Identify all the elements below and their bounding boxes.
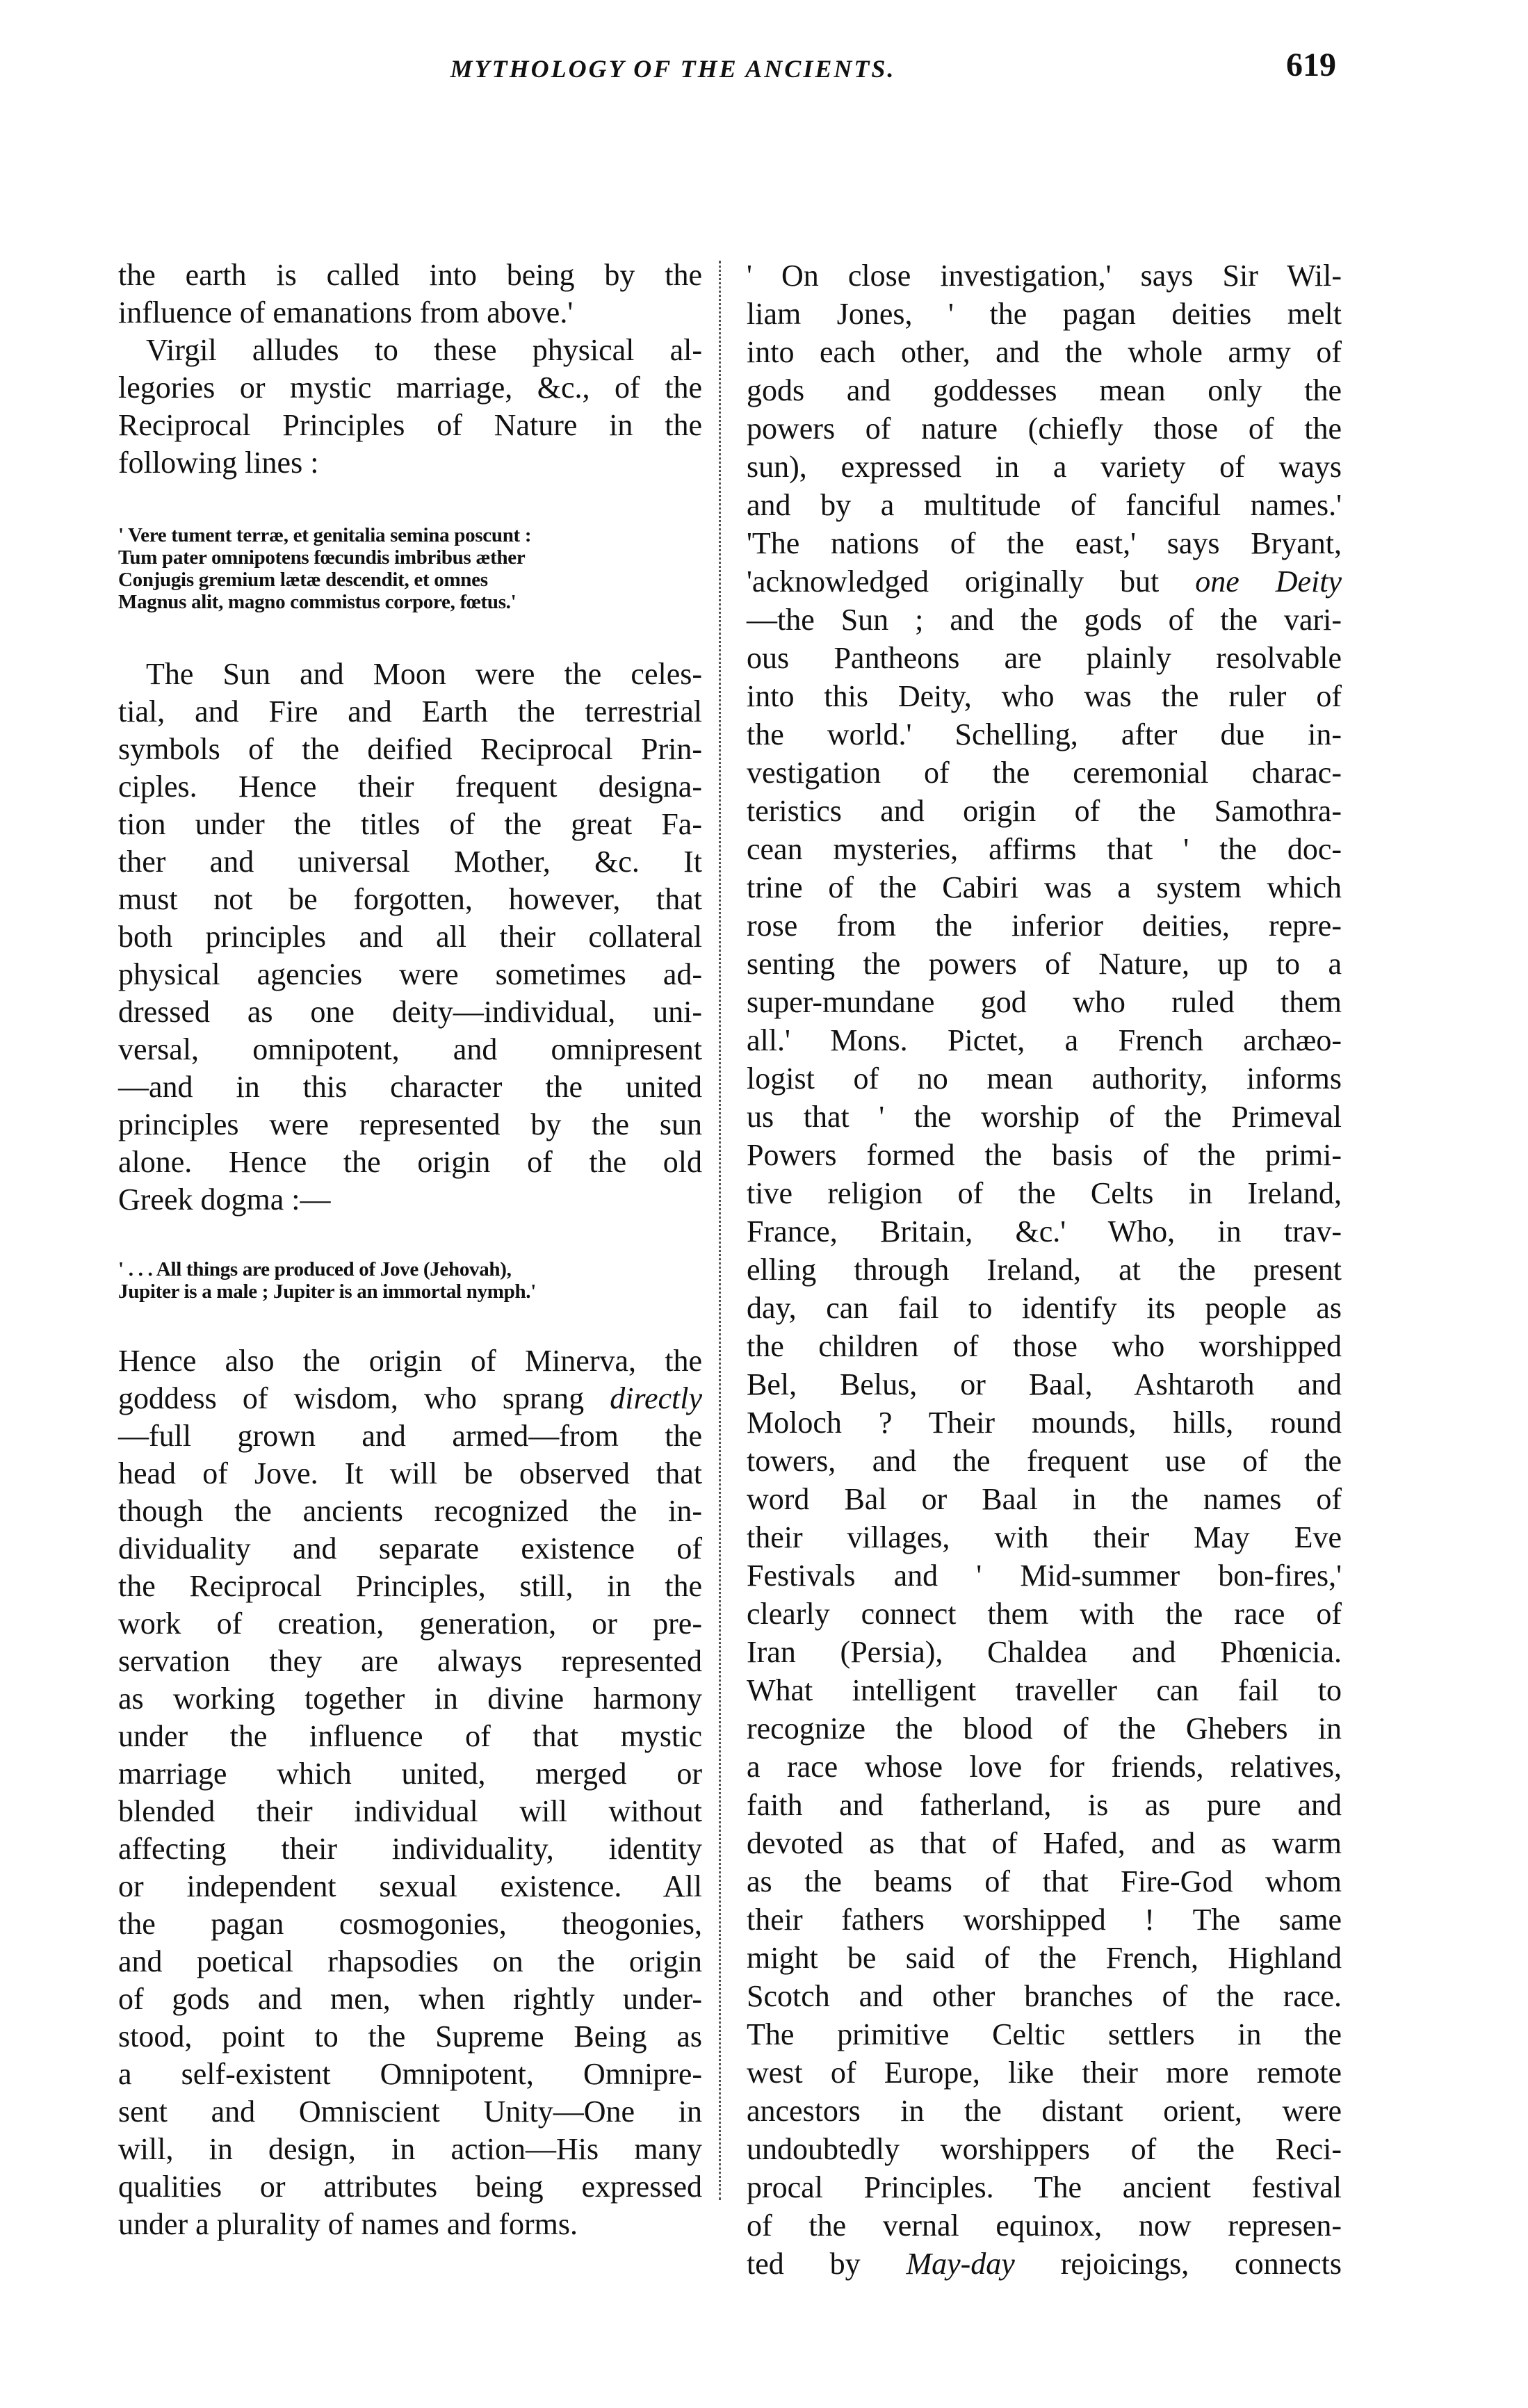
italic-emphasis: directly (610, 1381, 702, 1415)
right-column-text (747, 257, 1342, 2283)
left-paragraph-b (118, 656, 702, 1219)
text-line: Bel, Belus, or Baal, Ashtaroth and (747, 1367, 1342, 1401)
text-line: The Sun and Moon were the celes- (146, 657, 702, 691)
text-line: a self-existent Omnipotent, Omnipre- (118, 2057, 702, 2091)
text-line: alone. Hence the origin of the old (118, 1145, 702, 1179)
text-line: servation they are always represented (118, 1644, 702, 1678)
text-line: as the beams of that Fire-God whom (747, 1864, 1342, 1898)
text-line: sent and Omniscient Unity—One in (118, 2094, 702, 2129)
greek-dogma-quote (118, 1258, 702, 1303)
text-line: tial, and Fire and Earth the terrestrial (118, 694, 702, 729)
text-line: dividuality and separate existence of (118, 1531, 702, 1565)
running-title: MYTHOLOGY OF THE ANCIENTS. (450, 55, 896, 83)
text-line: under the influence of that mystic (118, 1719, 702, 1753)
text-line: sun), expressed in a variety of ways (747, 450, 1342, 484)
page-number: 619 (1286, 47, 1336, 83)
text-line: vestigation of the ceremonial charac- (747, 756, 1342, 790)
text-line: ted by May-day rejoicings, connects (747, 2247, 1342, 2281)
text-line: both principles and all their collateral (118, 920, 702, 954)
text-line: Conjugis gremium lætæ descendit, et omnes (118, 569, 488, 591)
text-line: day, can fail to identify its people as (747, 1291, 1342, 1325)
text-line: elling through Ireland, at the present (747, 1253, 1342, 1287)
text-line: and by a multitude of fanciful names.' (747, 488, 1342, 522)
text-line: west of Europe, like their more remote (747, 2056, 1342, 2090)
text-line: the children of those who worshipped (747, 1329, 1342, 1363)
text-line: cean mysteries, affirms that ' the doc- (747, 832, 1342, 866)
text-line: will, in design, in action—His many (118, 2132, 702, 2166)
text-line: France, Britain, &c.' Who, in trav- (747, 1214, 1342, 1248)
text-line: legories or mystic marriage, &c., of the (118, 371, 702, 405)
text-line: Iran (Persia), Chaldea and Phœnicia. (747, 1635, 1342, 1669)
text-line: the pagan cosmogonies, theogonies, (118, 1907, 702, 1941)
italic-emphasis: May-day (906, 2247, 1015, 2281)
text-line: What intelligent traveller can fail to (747, 1673, 1342, 1707)
text-line: their fathers worshipped ! The same (747, 1903, 1342, 1937)
text-line: symbols of the deified Reciprocal Prin- (118, 732, 702, 766)
text-line: towers, and the frequent use of the (747, 1444, 1342, 1478)
text-line: gods and goddesses mean only the (747, 373, 1342, 407)
text-line: ' Vere tument terræ, et genitalia semina poscunt : (118, 524, 532, 546)
text-line: The primitive Celtic settlers in the (747, 2017, 1342, 2051)
text-line: tion under the titles of the great Fa- (118, 807, 702, 841)
text-line: —full grown and armed—from the (118, 1419, 702, 1453)
text-line: goddess of wisdom, who sprang directly (118, 1381, 702, 1415)
text-line: procal Principles. The ancient festival (747, 2170, 1342, 2204)
text-line: teristics and origin of the Samothra- (747, 794, 1342, 828)
text-line: ther and universal Mother, &c. It (118, 845, 702, 879)
text-line: 'The nations of the east,' says Bryant, (747, 526, 1342, 560)
text-line: Moloch ? Their mounds, hills, round (747, 1406, 1342, 1440)
text-line: versal, omnipotent, and omnipresent (118, 1032, 702, 1066)
text-line: qualities or attributes being expressed (118, 2170, 702, 2204)
text-line: physical agencies were sometimes ad- (118, 957, 702, 991)
text-line: marriage which united, merged or (118, 1757, 702, 1791)
text-line: logist of no mean authority, informs (747, 1061, 1342, 1096)
text-line: us that ' the worship of the Primeval (747, 1100, 1342, 1134)
text-line: ous Pantheons are plainly resolvable (747, 641, 1342, 675)
column-divider (719, 261, 721, 2200)
text-line: and poetical rhapsodies on the origin (118, 1944, 702, 1978)
text-line: affecting their individuality, identity (118, 1832, 702, 1866)
text-line: all.' Mons. Pictet, a French archæo- (747, 1023, 1342, 1057)
text-line: word Bal or Baal in the names of (747, 1482, 1342, 1516)
left-paragraph-a (118, 257, 702, 482)
text-line: Greek dogma :— (118, 1182, 331, 1217)
text-line: into this Deity, who was the ruler of (747, 679, 1342, 713)
text-line: liam Jones, ' the pagan deities melt (747, 297, 1342, 331)
text-line: or independent sexual existence. All (118, 1869, 702, 1903)
text-line: of gods and men, when rightly under- (118, 1982, 702, 2016)
text-line: following lines : (118, 446, 319, 480)
text-line: clearly connect them with the race of (747, 1597, 1342, 1631)
italic-emphasis: one Deity (1195, 564, 1342, 599)
text-line: stood, point to the Supreme Being as (118, 2019, 702, 2053)
text-line: Powers formed the basis of the primi- (747, 1138, 1342, 1172)
text-line: trine of the Cabiri was a system which (747, 870, 1342, 904)
latin-verse-quote (118, 524, 702, 613)
text-line: work of creation, generation, or pre- (118, 1606, 702, 1641)
text-line: head of Jove. It will be observed that (118, 1456, 702, 1490)
text-line: rose from the inferior deities, repre- (747, 909, 1342, 943)
text-line: Tum pater omnipotens fœcundis imbribus æther (118, 546, 526, 569)
text-line: 'acknowledged originally but one Deity (747, 564, 1342, 599)
text-line: Magnus alit, magno commistus corpore, fœtus.' (118, 591, 517, 613)
text-line: —and in this character the united (118, 1070, 702, 1104)
text-line: ' . . . All things are produced of Jove (Jehovah), (118, 1258, 512, 1280)
text-line: the Reciprocal Principles, still, in the (118, 1569, 702, 1603)
text-line: ' On close investigation,' says Sir Wil- (747, 259, 1342, 293)
text-line: Festivals and ' Mid-summer bon-fires,' (747, 1559, 1342, 1593)
text-line: principles were represented by the sun (118, 1107, 702, 1141)
text-line: Jupiter is a male ; Jupiter is an immortal nymph.' (118, 1280, 536, 1303)
text-line: recognize the blood of the Ghebers in (747, 1711, 1342, 1746)
text-line: Virgil alludes to these physical al- (146, 333, 702, 367)
text-line: the world.' Schelling, after due in- (747, 717, 1342, 751)
text-line: tive religion of the Celts in Ireland, (747, 1176, 1342, 1210)
text-line: Scotch and other branches of the race. (747, 1979, 1342, 2013)
text-line: into each other, and the whole army of (747, 335, 1342, 369)
text-line: faith and fatherland, is as pure and (747, 1788, 1342, 1822)
text-line: the earth is called into being by the (118, 258, 702, 292)
text-line: must not be forgotten, however, that (118, 882, 702, 916)
text-line: blended their individual will without (118, 1794, 702, 1828)
text-line: senting the powers of Nature, up to a (747, 947, 1342, 981)
text-line: undoubtedly worshippers of the Reci- (747, 2132, 1342, 2166)
text-line: Hence also the origin of Minerva, the (118, 1344, 702, 1378)
text-line: influence of emanations from above.' (118, 295, 574, 330)
text-line: —the Sun ; and the gods of the vari- (747, 603, 1342, 637)
text-line: might be said of the French, Highland (747, 1941, 1342, 1975)
text-line: super-mundane god who ruled them (747, 985, 1342, 1019)
text-line: ancestors in the distant orient, were (747, 2094, 1342, 2128)
text-line: ciples. Hence their frequent designa- (118, 770, 702, 804)
text-line: dressed as one deity—individual, uni- (118, 995, 702, 1029)
text-line: Reciprocal Principles of Nature in the (118, 408, 702, 442)
text-line: a race whose love for friends, relatives, (747, 1750, 1342, 1784)
text-line: devoted as that of Hafed, and as warm (747, 1826, 1342, 1860)
text-line: as working together in divine harmony (118, 1682, 702, 1716)
text-line: under a plurality of names and forms. (118, 2207, 578, 2241)
text-line: though the ancients recognized the in- (118, 1494, 702, 1528)
text-line: of the vernal equinox, now represen- (747, 2208, 1342, 2243)
text-line: their villages, with their May Eve (747, 1520, 1342, 1554)
text-line: powers of nature (chiefly those of the (747, 412, 1342, 446)
left-paragraph-c (118, 1342, 702, 2243)
